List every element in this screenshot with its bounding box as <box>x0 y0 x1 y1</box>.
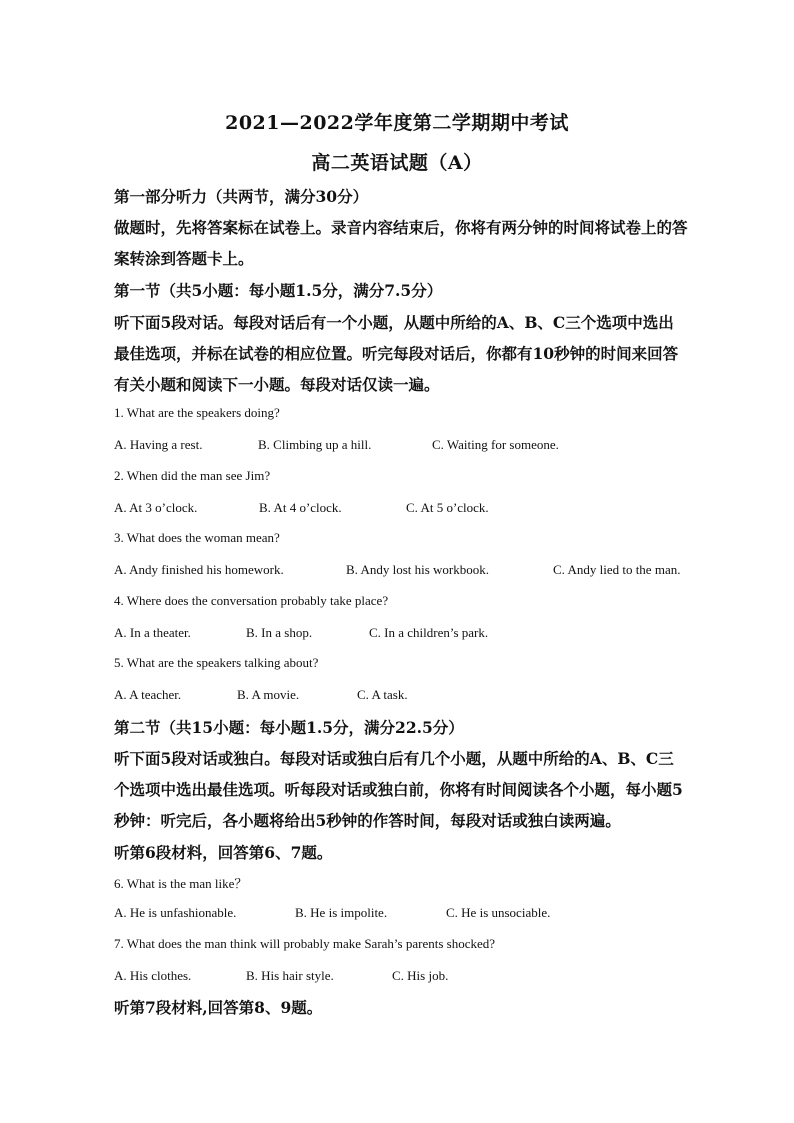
option-b: B. Climbing up a hill. <box>258 437 372 452</box>
option-a: A. At 3 o’clock. <box>114 500 198 515</box>
option-b: B. His hair style. <box>246 968 334 983</box>
option-b: B. A movie. <box>237 687 300 702</box>
exam-subtitle: 高二英语试题（A） <box>311 152 483 174</box>
option-c: C. Waiting for someone. <box>432 437 559 452</box>
part1-intro-line2: 案转涂到答题卡上。 <box>114 249 254 268</box>
option-c: C. In a children’s park. <box>369 625 489 640</box>
option-a: A. Andy finished his homework. <box>114 562 284 577</box>
material-7-heading: 听第7段材料,回答第8、9题。 <box>114 998 323 1017</box>
section1-intro-line2: 最佳选项，并标在试卷的相应位置。听完每段对话后，你都有10秒钟的时间来回答 <box>114 344 679 363</box>
option-c: C. At 5 o’clock. <box>406 500 489 515</box>
option-b: B. Andy lost his workbook. <box>346 562 490 577</box>
material-6-heading: 听第6段材料，回答第6、7题。 <box>114 843 333 862</box>
question-4: 4. Where does the conversation probably take place? <box>114 593 389 608</box>
option-c: C. He is unsociable. <box>446 905 551 920</box>
option-b: B. He is impolite. <box>295 905 388 920</box>
option-a: A. A teacher. <box>114 687 182 702</box>
section2-heading: 第二节（共15小题：每小题1.5分，满分22.5分） <box>114 718 464 737</box>
option-b: B. In a shop. <box>246 625 313 640</box>
question-5: 5. What are the speakers talking about? <box>114 655 319 670</box>
question-1: 1. What are the speakers doing? <box>114 405 280 420</box>
exam-title: 2021—2022学年度第二学期期中考试 <box>225 112 569 134</box>
option-a: A. He is unfashionable. <box>114 905 237 920</box>
option-b: B. At 4 o’clock. <box>259 500 342 515</box>
section1-intro-line3: 有关小题和阅读下一小题。每段对话仅读一遍。 <box>114 375 440 394</box>
option-a: A. In a theater. <box>114 625 191 640</box>
section2-intro-line3: 秒钟：听完后，各小题将给出5秒钟的作答时间，每段对话或独白读两遍。 <box>114 811 621 830</box>
part1-heading: 第一部分听力（共两节，满分30分） <box>114 187 369 206</box>
option-a: A. His clothes. <box>114 968 192 983</box>
section1-heading: 第一节（共5小题：每小题1.5分，满分7.5分） <box>114 281 443 300</box>
question-6: 6. What is the man like？ <box>114 876 248 891</box>
option-a: A. Having a rest. <box>114 437 203 452</box>
option-c: C. His job. <box>392 968 449 983</box>
question-7: 7. What does the man think will probably make Sarah’s parents shocked? <box>114 936 495 951</box>
option-c: C. A task. <box>357 687 408 702</box>
part1-intro-line1: 做题时，先将答案标在试卷上。录音内容结束后，你将有两分钟的时间将试卷上的答 <box>114 218 688 237</box>
question-3: 3. What does the woman mean? <box>114 530 280 545</box>
section2-intro-line1: 听下面5段对话或独白。每段对话或独白后有几个小题，从题中所给的A、B、C三 <box>114 749 674 768</box>
section2-intro-line2: 个选项中选出最佳选项。听每段对话或独白前，你将有时间阅读各个小题，每小题5 <box>114 780 683 799</box>
option-c: C. Andy lied to the man. <box>553 562 681 577</box>
question-2: 2. When did the man see Jim? <box>114 468 271 483</box>
section1-intro-line1: 听下面5段对话。每段对话后有一个小题，从题中所给的A、B、C三个选项中选出 <box>114 313 674 332</box>
